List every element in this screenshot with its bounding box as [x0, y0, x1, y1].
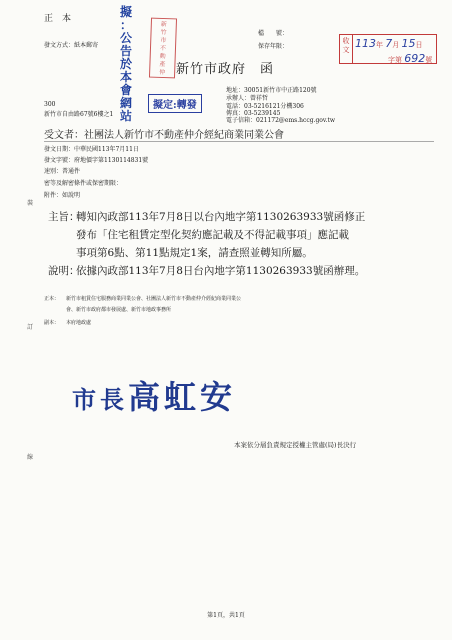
approval-note-char: 站 — [119, 109, 132, 123]
mayor-title: 市長 — [72, 385, 128, 414]
receipt-date — [355, 37, 422, 50]
explain-text: 依據內政部113年7月8日台內地字第1130263933號函辦理。 — [76, 265, 366, 277]
page-number: 第1頁，共1頁 — [207, 612, 245, 619]
receipt-number — [388, 52, 432, 65]
approval-note-char: 擬 — [119, 5, 132, 19]
receipt-number-value: 692 — [404, 52, 426, 65]
margin-mark-ding: 訂 — [27, 324, 34, 331]
approval-note-stamp — [117, 6, 135, 123]
subject-line-1: 轉知內政部113年7月8日以台內地字第1130263933號函修正 — [76, 211, 366, 223]
receipt-month-unit: 月 — [392, 41, 400, 49]
archive-number: 檔 號： — [258, 30, 289, 37]
document-title: 新竹市政府 函 — [176, 62, 275, 77]
contact-email: 電子信箱：021172@ems.hccg.gov.tw — [226, 117, 336, 124]
postal-code: 300 — [44, 101, 56, 108]
contact-phone: 電話：03-5216121分機306 — [226, 103, 304, 110]
approval-note-char: 公 — [119, 31, 132, 45]
attachment: 附件：如說明 — [44, 192, 81, 199]
recipient — [44, 126, 284, 141]
secret-level: 密等及解密條件或保密期限： — [44, 180, 123, 187]
forward-stamp: 擬定:轉發 — [148, 94, 202, 113]
receipt-label-char: 收 — [342, 37, 350, 45]
send-method: 發文方式：紙本郵寄 — [44, 42, 99, 49]
main-recipients-line-1: 新竹市租賃住宅服務商業同業公會、社團法人新竹市不動產仲介經紀商業同業公 — [66, 296, 242, 302]
seal-char: 新 — [160, 20, 167, 29]
margin-mark-xian: 線 — [27, 454, 34, 461]
receipt-month: 7 — [385, 37, 393, 50]
receipt-number-unit: 號 — [425, 56, 433, 64]
receipt-day: 15 — [401, 37, 416, 50]
seal-char: 市 — [160, 36, 167, 45]
recipient-name: 社團法人新竹市不動產仲介經紀商業同業公會 — [84, 130, 284, 141]
issue-date: 發文日期：中華民國113年7月11日 — [44, 146, 139, 153]
receipt-day-unit: 日 — [415, 41, 423, 49]
approval-note-char: 本 — [119, 70, 132, 84]
delegation-note: 本案依分層負責規定授權主管處(局)長決行 — [234, 441, 357, 449]
mayor-name: 高虹安 — [128, 378, 237, 416]
speed: 速別：普通件 — [44, 168, 81, 175]
subject-line-3: 事項第6點、第11點規定1案，請查照並轉知所屬。 — [76, 247, 313, 259]
main-recipients-label: 正本： — [44, 296, 60, 302]
seal-char: 竹 — [160, 28, 167, 37]
mayor-signature — [72, 372, 236, 418]
receipt-stamp — [339, 34, 437, 64]
seal-char: 不 — [159, 44, 167, 53]
approval-note-char: ： — [119, 18, 132, 32]
margin-mark-zhuang: 裝 — [27, 200, 34, 207]
subject-line-2: 發布「住宅租賃定型化契約應記載及不得記載事項」應記載 — [76, 229, 349, 241]
receipt-label-char: 文 — [342, 46, 350, 54]
subject-label: 主旨： — [48, 211, 80, 223]
seal-char: 產 — [159, 60, 166, 69]
contact-fax: 傳真：03-5239145 — [226, 110, 281, 117]
receipt-char: 字第 — [388, 56, 402, 64]
copy-recipients-label: 副本： — [44, 320, 60, 326]
receipt-year-unit: 年 — [376, 41, 383, 49]
explain-label: 說明： — [48, 265, 80, 277]
contact-address: 地址：30051新竹市中正路120號 — [226, 87, 317, 94]
seal-char: 動 — [159, 52, 166, 61]
copy-recipients: 本府地政處 — [66, 320, 92, 326]
postal-address: 新竹市自由路67號6樓之1 — [44, 111, 114, 118]
approval-note-char: 網 — [119, 96, 132, 110]
approval-note-char: 會 — [119, 83, 132, 97]
contact-handler: 承辦人：曾祥哲 — [226, 95, 269, 102]
retention-period: 保存年限： — [258, 43, 289, 50]
seal-char: 仲 — [159, 68, 166, 77]
approval-note-char: 於 — [119, 57, 132, 71]
association-seal — [149, 18, 177, 79]
approval-note-char: 告 — [119, 44, 132, 58]
header-divider — [44, 141, 434, 142]
main-recipients-line-2: 會、新竹市政府都市發展處、新竹市地政事務所 — [66, 307, 172, 313]
receipt-label — [340, 35, 353, 63]
receipt-year: 113 — [355, 37, 376, 50]
doc-number: 發文字號：府地價字第1130114831號 — [44, 157, 149, 164]
original-copy-label: 正 本 — [44, 14, 72, 24]
recipient-label: 受文者： — [44, 130, 84, 141]
